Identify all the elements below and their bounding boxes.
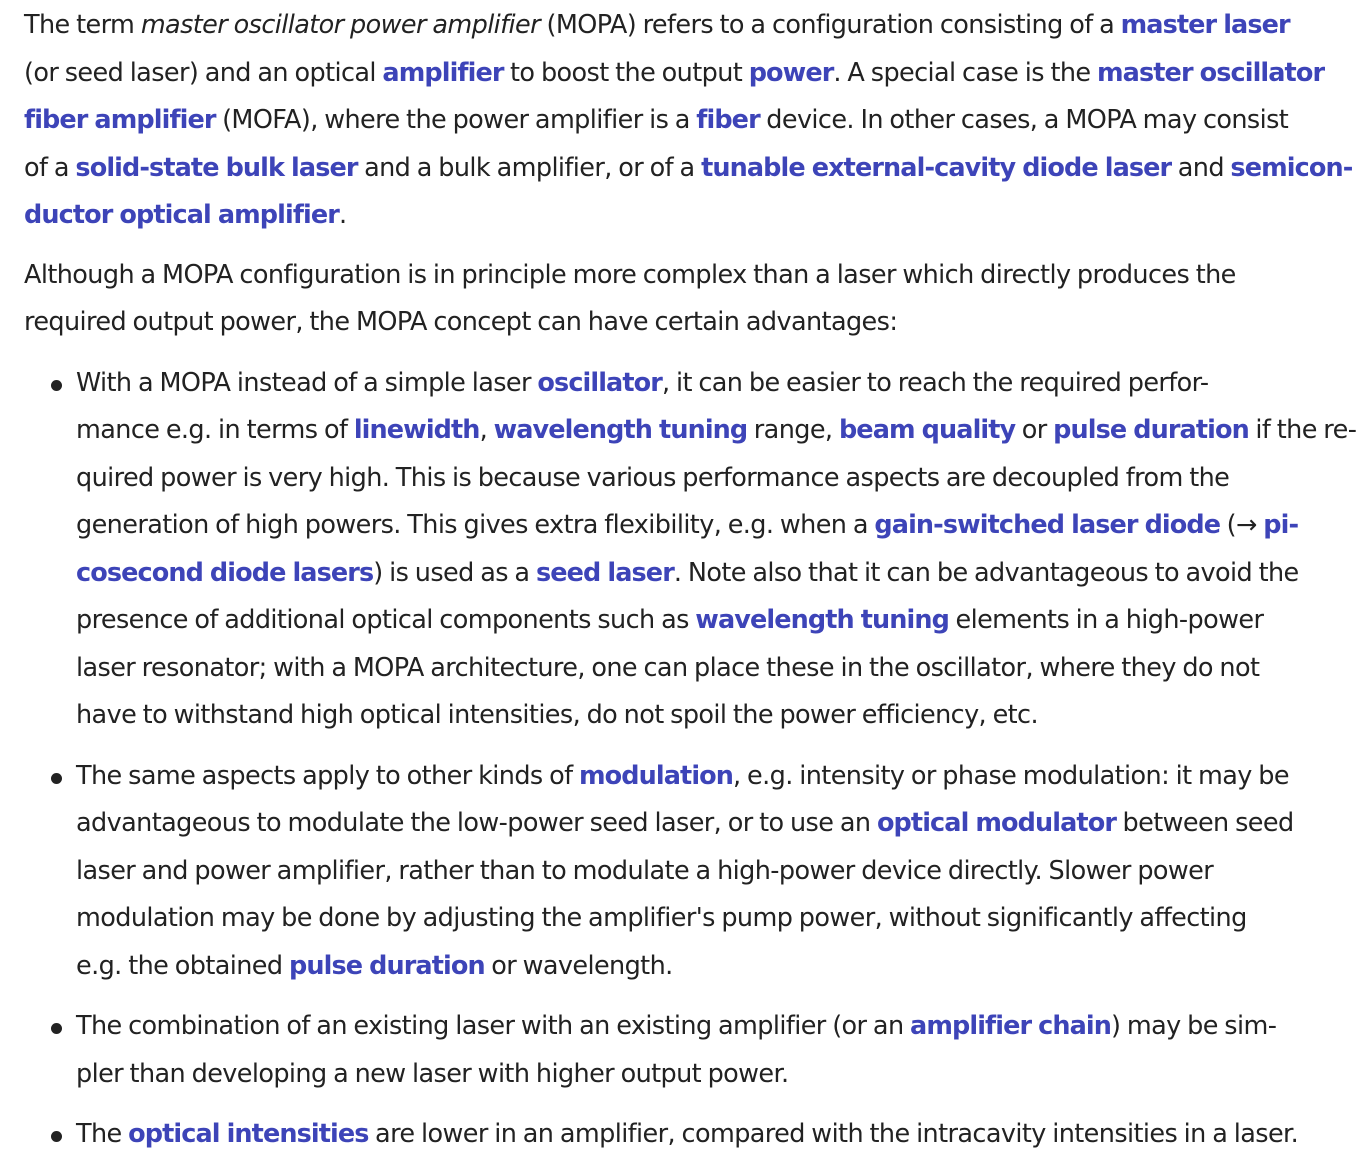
text-line: pler than developing a new laser with higher output power. [76, 1058, 789, 1089]
text: between seed [1116, 808, 1294, 838]
text: ) is used as a [373, 557, 536, 588]
text-line [76, 753, 1338, 801]
link-tunable-external-cavity-diode-laser[interactable]: tunable external-cavity diode laser [701, 152, 1172, 183]
link-picosecond-diode-lasers[interactable]: cosecond diode lasers [76, 557, 374, 588]
text: . A special case is the [833, 57, 1098, 88]
text: range, [747, 415, 839, 445]
link-master-laser[interactable]: master laser [1120, 10, 1290, 40]
text-line [76, 943, 1338, 991]
text: The [76, 1119, 129, 1149]
text-line [24, 145, 1353, 193]
text: or wavelength. [484, 950, 673, 981]
advantages-list [24, 360, 1356, 1159]
text: generation of high powers. This gives extra flexibility, e.g. when a [76, 510, 875, 540]
list-item [24, 1111, 1338, 1159]
intro-paragraph [24, 2, 1353, 240]
text-line [24, 2, 1338, 50]
text-line [76, 597, 1338, 645]
text: of a [24, 152, 76, 183]
link-picosecond-diode-lasers[interactable]: pi- [1263, 510, 1299, 540]
link-optical-intensities[interactable]: optical intensities [128, 1119, 369, 1149]
link-pulse-duration[interactable]: pulse duration [1053, 415, 1249, 445]
text-line [24, 192, 1338, 240]
text: The combination of an existing laser with an existing amplifier (or an [76, 1011, 911, 1041]
link-master-oscillator-fiber-amplifier[interactable]: fiber amplifier [24, 105, 216, 135]
text: presence of additional optical components such as [76, 605, 696, 635]
link-wavelength-tuning[interactable]: wavelength tuning [493, 415, 748, 445]
text-line [24, 50, 1338, 98]
text-line: required output power, the MOPA concept can have certain advantages: [24, 307, 898, 337]
list-item [24, 1003, 1338, 1098]
text-line: laser and power amplifier, rather than to modulate a high-power device directly. Slower power [76, 855, 1214, 886]
link-solid-state-bulk-laser[interactable]: solid-state bulk laser [75, 152, 358, 183]
text: , [479, 415, 494, 445]
text-line [76, 407, 1356, 455]
text: The term [24, 10, 141, 40]
link-gain-switched-laser-diode[interactable]: gain-switched laser diode [874, 510, 1221, 540]
text: (or seed laser) and an optical [24, 57, 383, 88]
link-modulation[interactable]: modulation [578, 760, 734, 791]
link-amplifier[interactable]: amplifier [382, 57, 504, 88]
text-line [76, 1003, 1338, 1051]
bullet-icon [51, 1131, 62, 1142]
text-line [76, 360, 1338, 408]
link-oscillator[interactable]: oscillator [537, 367, 662, 398]
text: advantageous to modulate the low-power seed laser, or to use an [76, 808, 877, 838]
advantages-intro-paragraph [24, 252, 1338, 347]
text-line: quired power is very high. This is because various performance aspects are decoupled from the [76, 462, 1230, 493]
link-beam-quality[interactable]: beam quality [838, 415, 1016, 445]
text: (MOPA) refers to a configuration consisting of a [540, 10, 1121, 40]
text-line [76, 800, 1338, 848]
text: or [1015, 415, 1054, 445]
list-item [24, 360, 1356, 740]
link-amplifier-chain[interactable]: amplifier chain [910, 1011, 1111, 1041]
text: device. In other cases, a MOPA may consist [759, 105, 1289, 135]
text: . [338, 200, 347, 230]
bullet-icon [51, 380, 62, 391]
link-wavelength-tuning[interactable]: wavelength tuning [695, 605, 949, 635]
text: . Note also that it can be advantageous to avoid the [673, 557, 1299, 588]
bullet-icon [51, 1023, 62, 1034]
link-fiber[interactable]: fiber [696, 105, 760, 135]
bullet-icon [51, 773, 62, 784]
link-master-oscillator-fiber-amplifier[interactable]: master oscillator [1097, 57, 1325, 88]
link-pulse-duration[interactable]: pulse duration [289, 950, 485, 981]
text-line [76, 1111, 1338, 1159]
link-semiconductor-optical-amplifier[interactable]: semicon- [1230, 152, 1353, 183]
text: , it can be easier to reach the required perfor- [661, 367, 1209, 398]
text: ) may be sim- [1111, 1011, 1277, 1041]
text-line: modulation may be done by adjusting the amplifier's pump power, without significantly affecting [76, 903, 1247, 933]
text: if the re- [1248, 415, 1356, 445]
text: mance e.g. in terms of [76, 415, 354, 445]
text: elements in a high-power [949, 605, 1264, 635]
link-semiconductor-optical-amplifier[interactable]: ductor optical amplifier [24, 200, 339, 230]
text: (→ [1220, 510, 1264, 540]
text: to boost the output [503, 57, 749, 88]
text: (MOFA), where the power amplifier is a [215, 105, 697, 135]
link-optical-modulator[interactable]: optical modulator [876, 808, 1117, 838]
text: The same aspects apply to other kinds of [76, 760, 579, 791]
text-line: Although a MOPA configuration is in principle more complex than a laser which directly produces the [24, 259, 1236, 290]
article-body [24, 2, 1356, 1159]
text-line: have to withstand high optical intensities, do not spoil the power efficiency, etc. [76, 700, 1038, 730]
list-item [24, 753, 1338, 991]
link-power[interactable]: power [748, 57, 834, 88]
text: e.g. the obtained [76, 950, 289, 981]
text-line [76, 502, 1338, 550]
text: With a MOPA instead of a simple laser [76, 367, 538, 398]
link-linewidth[interactable]: linewidth [353, 415, 480, 445]
text-line: laser resonator; with a MOPA architecture, one can place these in the oscillator, where they do not [76, 652, 1260, 683]
text: and [1171, 152, 1231, 183]
text-line [76, 550, 1338, 598]
emphasis-term: master oscillator power amplifier [140, 10, 540, 40]
link-seed-laser[interactable]: seed laser [535, 557, 674, 588]
text: are lower in an amplifier, compared with the intracavity intensities in a laser. [368, 1119, 1299, 1149]
text: and a bulk amplifier, or of a [357, 152, 702, 183]
text: , e.g. intensity or phase modulation: it may be [733, 760, 1289, 791]
text-line [24, 97, 1338, 145]
